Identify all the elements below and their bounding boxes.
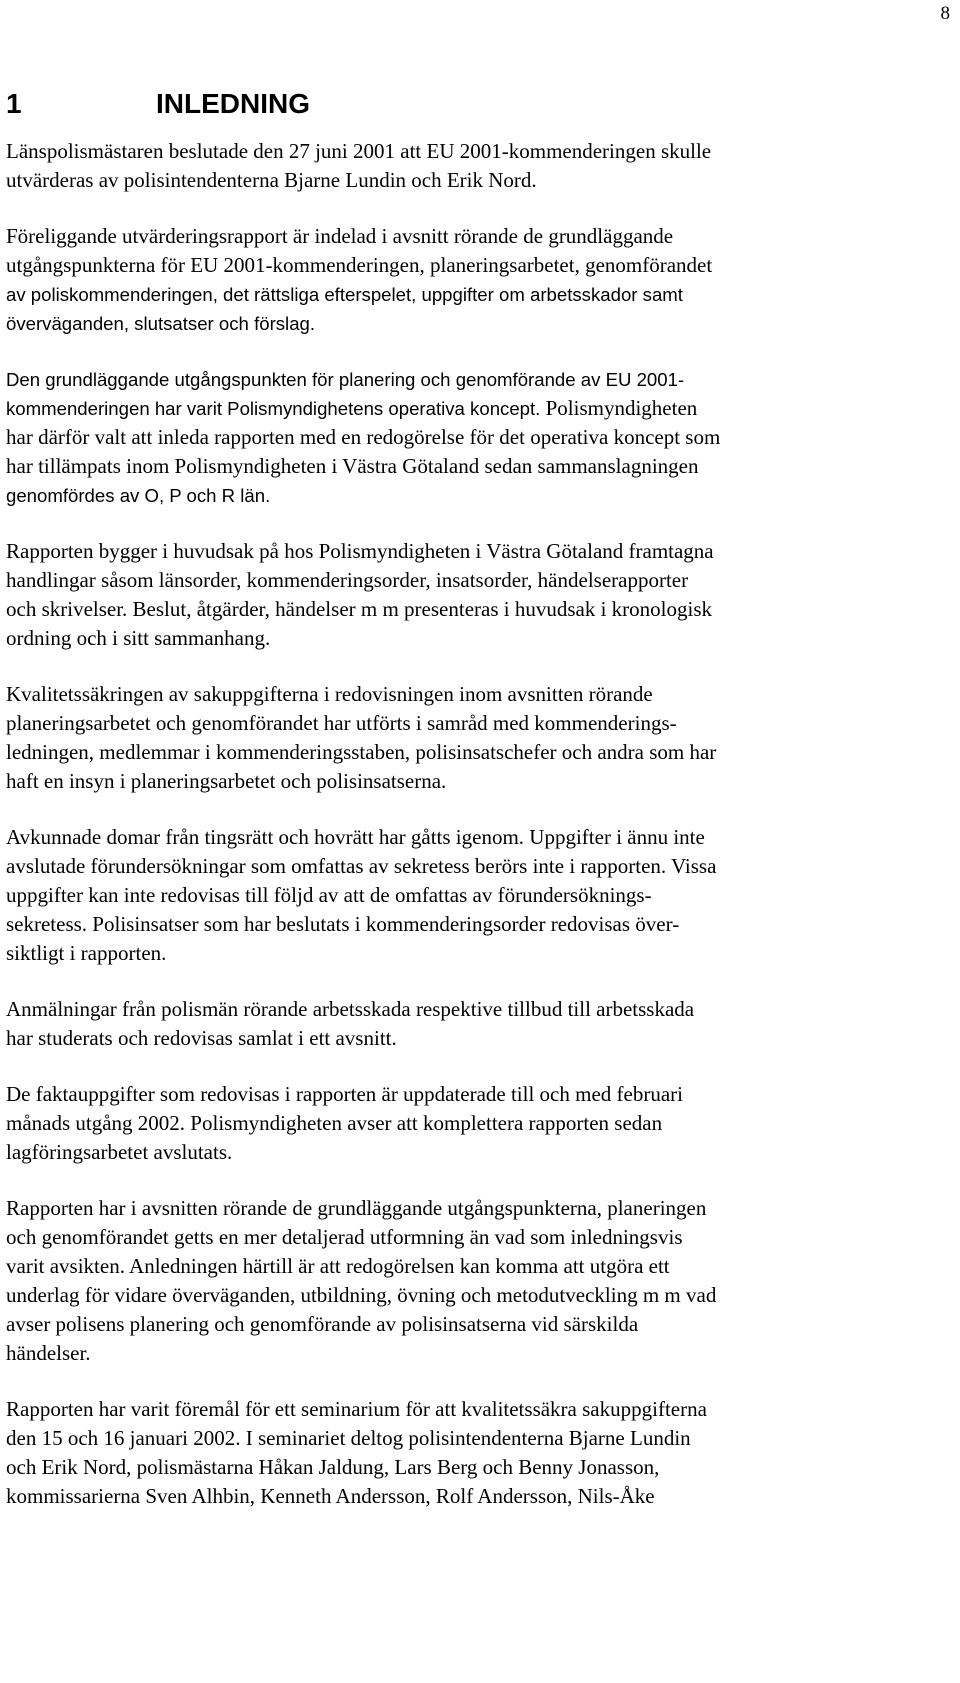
text-line: varit avsikten. Anledningen härtill är att redogörelsen kan komma att utgöra ett [6, 1254, 670, 1278]
section-number: 1 [6, 88, 22, 119]
text-line: har studerats och redovisas samlat i ett avsnitt. [6, 1026, 397, 1050]
page-number: 8 [940, 3, 950, 24]
text-line-segment: Polismyndigheten [540, 396, 698, 420]
section-title: INLEDNING [156, 88, 310, 119]
text-line: överväganden, slutsatser och förslag. [6, 313, 316, 334]
paragraph [6, 222, 956, 338]
paragraph [6, 1395, 956, 1511]
text-line: genomfördes av O, P och R län. [6, 485, 271, 506]
text-line: siktligt i rapporten. [6, 941, 167, 965]
text-line: ordning och i sitt sammanhang. [6, 626, 271, 650]
text-line: den 15 och 16 januari 2002. I seminariet deltog polisintendenterna Bjarne Lundin [6, 1426, 691, 1450]
text-line: Rapporten har varit föremål för ett seminarium för att kvalitetssäkra sakuppgifterna [6, 1397, 707, 1421]
text-line: har därför valt att inleda rapporten med en redogörelse för det operativa koncept som [6, 425, 721, 449]
text-line: och genomförandet getts en mer detaljerad utformning än vad som inledningsvis [6, 1225, 683, 1249]
text-line: lagföringsarbetet avslutats. [6, 1140, 233, 1164]
text-line: underlag för vidare överväganden, utbildning, övning och metodutveckling m m vad [6, 1283, 717, 1307]
paragraph [6, 823, 956, 968]
text-line: Länspolismästaren beslutade den 27 juni 2001 att EU 2001-kommenderingen skulle [6, 139, 712, 163]
text-line: Rapporten bygger i huvudsak på hos Polismyndigheten i Västra Götaland framtagna [6, 539, 714, 563]
paragraph [6, 365, 956, 510]
text-line: Den grundläggande utgångspunkten för planering och genomförande av EU 2001- [6, 369, 685, 390]
text-line: månads utgång 2002. Polismyndigheten avser att komplettera rapporten sedan [6, 1111, 663, 1135]
text-line: haft en insyn i planeringsarbetet och polisinsatserna. [6, 769, 447, 793]
text-line: kommissarierna Sven Alhbin, Kenneth Andersson, Rolf Andersson, Nils-Åke [6, 1484, 655, 1508]
paragraph [6, 995, 956, 1053]
text-line: utvärderas av polisintendenterna Bjarne Lundin och Erik Nord. [6, 168, 537, 192]
text-line: och Erik Nord, polismästarna Håkan Jaldung, Lars Berg och Benny Jonasson, [6, 1455, 660, 1479]
text-line [6, 394, 956, 423]
text-line: händelser. [6, 1341, 91, 1365]
paragraph [6, 137, 956, 195]
text-line-segment: kommenderingen har varit Polismyndighetens operativa koncept. [6, 398, 541, 419]
section-heading [6, 86, 310, 122]
paragraph [6, 1080, 956, 1167]
text-line: handlingar såsom länsorder, kommenderingsorder, insatsorder, händelserapporter [6, 568, 689, 592]
text-line: utgångspunkterna för EU 2001-kommenderingen, planeringsarbetet, genomförandet [6, 253, 713, 277]
paragraph [6, 680, 956, 796]
text-line: avslutade förundersökningar som omfattas av sekretess berörs inte i rapporten. Vissa [6, 854, 717, 878]
text-line: sekretess. Polisinsatser som har beslutats i kommenderingsorder redovisas över- [6, 912, 680, 936]
paragraph [6, 537, 956, 653]
text-line: Anmälningar från polismän rörande arbetsskada respektive tillbud till arbetsskada [6, 997, 695, 1021]
text-line: uppgifter kan inte redovisas till följd av att de omfattas av förundersöknings- [6, 883, 652, 907]
text-line: De faktauppgifter som redovisas i rapporten är uppdaterade till och med februari [6, 1082, 683, 1106]
text-line: Rapporten har i avsnitten rörande de grundläggande utgångspunkterna, planeringen [6, 1196, 707, 1220]
text-line: och skrivelser. Beslut, åtgärder, händelser m m presenteras i huvudsak i kronologisk [6, 597, 712, 621]
text-line: Avkunnade domar från tingsrätt och hovrätt har gåtts igenom. Uppgifter i ännu inte [6, 825, 705, 849]
text-line: Kvalitetssäkringen av sakuppgifterna i redovisningen inom avsnitten rörande [6, 682, 653, 706]
paragraph [6, 1194, 956, 1368]
body-text [6, 137, 956, 1538]
text-line: planeringsarbetet och genomförandet har utförts i samråd med kommenderings- [6, 711, 677, 735]
text-line: har tillämpats inom Polismyndigheten i Västra Götaland sedan sammanslagningen [6, 454, 699, 478]
text-line: avser polisens planering och genomförande av polisinsatserna vid särskilda [6, 1312, 639, 1336]
text-line: ledningen, medlemmar i kommenderingsstaben, polisinsatschefer och andra som har [6, 740, 717, 764]
text-line: av poliskommenderingen, det rättsliga efterspelet, uppgifter om arbetsskador samt [6, 284, 683, 305]
text-line: Föreliggande utvärderingsrapport är indelad i avsnitt rörande de grundläggande [6, 224, 674, 248]
